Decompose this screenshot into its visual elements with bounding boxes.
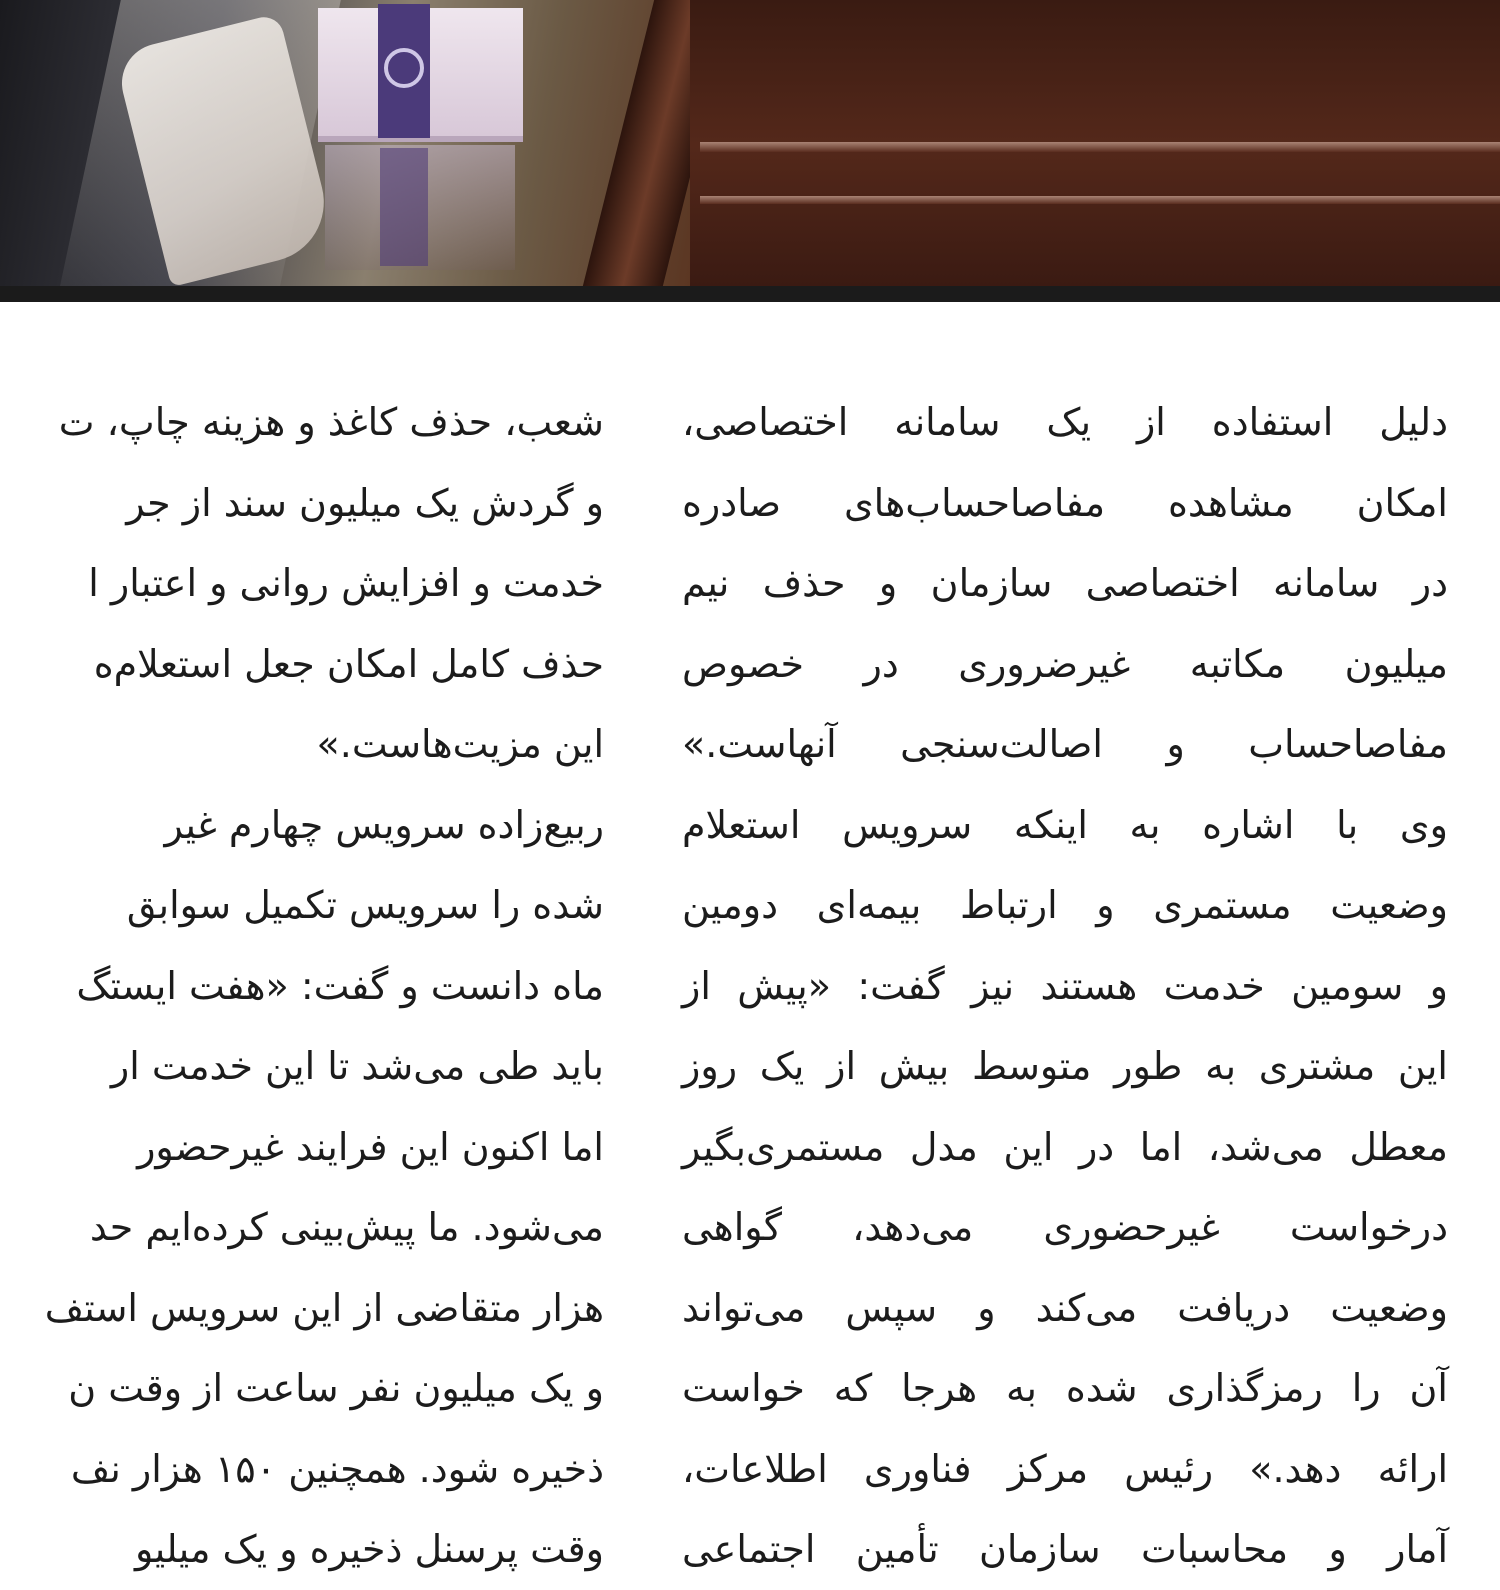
text-line: ربیع‌زاده سرویس چهارم غیر — [164, 802, 604, 847]
photo-logo-icon — [384, 48, 424, 88]
text-line: معطل می‌شد، اما در این مدل مستمری‌بگیر — [682, 1124, 1448, 1169]
text-line: این مزیت‌هاست.» — [316, 722, 604, 766]
text-line: در سامانه اختصاصی سازمان و حذف نیم — [682, 561, 1448, 605]
text-line: باید طی می‌شد تا این خدمت ار — [110, 1044, 604, 1088]
article-column-right — [682, 382, 1448, 1590]
text-line: ذخیره شود. همچنین ۱۵۰ هزار نف — [70, 1446, 604, 1491]
text-line: هزار متقاضی از این سرویس استف — [44, 1285, 604, 1330]
text-line: آن را رمزگذاری شده به هرجا که خواست — [682, 1366, 1448, 1410]
text-line: وضعیت مستمری و ارتباط بیمه‌ای دومین — [682, 883, 1448, 927]
photo-counter-rail — [700, 142, 1500, 152]
text-line: ارائه دهد.» رئیس مرکز فناوری اطلاعات، — [682, 1446, 1448, 1491]
photo-counter-rail — [700, 196, 1500, 204]
photo-band-reflection — [380, 148, 428, 266]
text-line: می‌شود. ما پیش‌بینی کرده‌ایم حد — [89, 1205, 604, 1249]
photo-bottom-border — [0, 286, 1500, 302]
text-line: شعب، حذف کاغذ و هزینه چاپ، ت — [58, 400, 604, 444]
text-line: دلیل استفاده از یک سامانه اختصاصی، — [682, 400, 1448, 444]
text-line: حذف کامل امکان جعل استعلام‌ه — [93, 641, 604, 686]
article-column-left — [0, 382, 604, 1590]
text-line: خدمت و افزایش روانی و اعتبار ا — [88, 561, 604, 605]
text-line: مفاصاحساب و اصالت‌سنجی آنهاست.» — [682, 722, 1448, 766]
text-line: اما اکنون این فرایند غیرحضور — [137, 1124, 604, 1169]
text-line: وقت پرسنل ذخیره و یک میلیو — [134, 1527, 604, 1571]
text-line: میلیون مکاتبه غیرضروری در خصوص — [682, 641, 1448, 686]
text-line: درخواست غیرحضوری می‌دهد، گواهی — [682, 1205, 1448, 1249]
text-line: و گردش یک میلیون سند از جر — [126, 480, 604, 525]
text-line: و یک میلیون نفر ساعت از وقت ن — [68, 1366, 604, 1410]
text-line: وضعیت دریافت می‌کند و سپس می‌تواند — [682, 1285, 1448, 1330]
article-column-left-clip — [0, 330, 604, 1571]
article-photo — [0, 0, 1500, 302]
text-line: ماه دانست و گفت: «هفت ایستگ — [76, 963, 604, 1008]
text-line: آمار و محاسبات سازمان تأمین اجتماعی — [682, 1527, 1448, 1571]
text-line: و سومین خدمت هستند نیز گفت: «پیش از — [682, 963, 1448, 1008]
text-line: این مشتری به طور متوسط بیش از یک روز — [682, 1044, 1448, 1088]
text-line: شده را سرویس تکمیل سوابق — [126, 883, 604, 927]
text-line: امکان مشاهده مفاصاحساب‌های صادره — [682, 480, 1448, 525]
text-line: وی با اشاره به اینکه سرویس استعلام — [682, 802, 1448, 847]
